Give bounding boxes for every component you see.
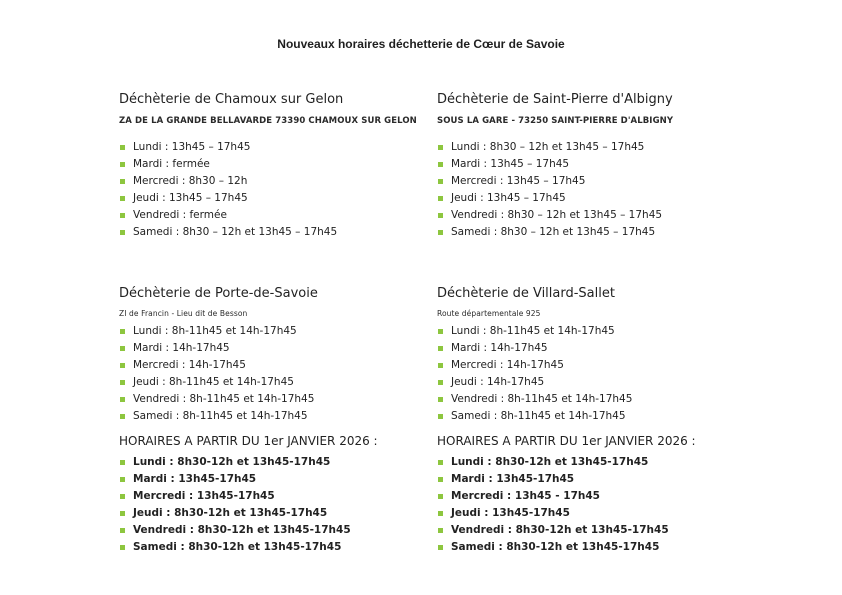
hours-item-mercredi: Mercredi : 13h45 – 17h45 [437,173,737,190]
new-hours-item-mardi: Mardi : 13h45-17h45 [119,471,419,488]
bullet-icon [120,346,125,351]
hours-item-jeudi: Jeudi : 13h45 – 17h45 [437,190,737,207]
section-address: ZI de Francin - Lieu dit de Besson [119,309,248,318]
hours-item-mardi: Mardi : 14h-17h45 [119,340,419,357]
bullet-icon [438,528,443,533]
section-saint-pierre [437,92,737,241]
new-hours-item-vendredi: Vendredi : 8h30-12h et 13h45-17h45 [119,522,419,539]
new-hours-item-lundi: Lundi : 8h30-12h et 13h45-17h45 [119,454,419,471]
hours-item-mardi: Mardi : fermée [119,156,419,173]
hours-item-samedi: Samedi : 8h30 – 12h et 13h45 – 17h45 [119,224,419,241]
section-porte-de-savoie [119,286,419,556]
bullet-icon [438,213,443,218]
bullet-icon [438,545,443,550]
bullet-icon [120,477,125,482]
hours-item-lundi: Lundi : 8h-11h45 et 14h-17h45 [119,323,419,340]
section-address: SOUS LA GARE - 73250 SAINT-PIERRE D'ALBIGNY [437,116,674,126]
bullet-icon [438,329,443,334]
hours-item-mardi: Mardi : 13h45 – 17h45 [437,156,737,173]
hours-item-vendredi: Vendredi : 8h-11h45 et 14h-17h45 [119,391,419,408]
hours-item-jeudi: Jeudi : 13h45 – 17h45 [119,190,419,207]
new-hours-list [437,454,737,556]
hours-item-mercredi: Mercredi : 14h-17h45 [119,357,419,374]
bullet-icon [438,179,443,184]
section-address: Route départementale 925 [437,309,541,318]
new-hours-heading: HORAIRES A PARTIR DU 1er JANVIER 2026 : [119,434,378,448]
hours-list [437,139,737,241]
bullet-icon [438,494,443,499]
hours-item-jeudi: Jeudi : 14h-17h45 [437,374,737,391]
bullet-icon [438,162,443,167]
hours-item-vendredi: Vendredi : fermée [119,207,419,224]
bullet-icon [120,494,125,499]
hours-item-vendredi: Vendredi : 8h-11h45 et 14h-17h45 [437,391,737,408]
section-title: Déchèterie de Saint-Pierre d'Albigny [437,92,673,107]
bullet-icon [438,511,443,516]
new-hours-item-lundi: Lundi : 8h30-12h et 13h45-17h45 [437,454,737,471]
hours-item-jeudi: Jeudi : 8h-11h45 et 14h-17h45 [119,374,419,391]
new-hours-item-mercredi: Mercredi : 13h45-17h45 [119,488,419,505]
hours-item-samedi: Samedi : 8h30 – 12h et 13h45 – 17h45 [437,224,737,241]
bullet-icon [120,528,125,533]
bullet-icon [120,162,125,167]
bullet-icon [120,230,125,235]
bullet-icon [438,363,443,368]
new-hours-item-jeudi: Jeudi : 8h30-12h et 13h45-17h45 [119,505,419,522]
hours-item-samedi: Samedi : 8h-11h45 et 14h-17h45 [119,408,419,425]
bullet-icon [438,230,443,235]
hours-item-mercredi: Mercredi : 14h-17h45 [437,357,737,374]
new-hours-list [119,454,419,556]
bullet-icon [438,196,443,201]
hours-item-mardi: Mardi : 14h-17h45 [437,340,737,357]
hours-list [119,139,419,241]
hours-item-lundi: Lundi : 8h30 – 12h et 13h45 – 17h45 [437,139,737,156]
new-hours-item-mercredi: Mercredi : 13h45 - 17h45 [437,488,737,505]
section-title: Déchèterie de Villard-Sallet [437,286,615,301]
section-chamoux [119,92,419,241]
bullet-icon [120,213,125,218]
bullet-icon [438,346,443,351]
section-title: Déchèterie de Porte-de-Savoie [119,286,318,301]
bullet-icon [120,460,125,465]
hours-item-samedi: Samedi : 8h-11h45 et 14h-17h45 [437,408,737,425]
bullet-icon [438,380,443,385]
section-villard-sallet [437,286,737,556]
hours-list [119,323,419,425]
bullet-icon [120,414,125,419]
bullet-icon [438,460,443,465]
new-hours-heading: HORAIRES A PARTIR DU 1er JANVIER 2026 : [437,434,696,448]
bullet-icon [120,380,125,385]
hours-item-lundi: Lundi : 13h45 – 17h45 [119,139,419,156]
hours-item-mercredi: Mercredi : 8h30 – 12h [119,173,419,190]
hours-item-vendredi: Vendredi : 8h30 – 12h et 13h45 – 17h45 [437,207,737,224]
new-hours-item-vendredi: Vendredi : 8h30-12h et 13h45-17h45 [437,522,737,539]
new-hours-item-samedi: Samedi : 8h30-12h et 13h45-17h45 [437,539,737,556]
new-hours-item-samedi: Samedi : 8h30-12h et 13h45-17h45 [119,539,419,556]
bullet-icon [120,329,125,334]
bullet-icon [120,511,125,516]
page-title: Nouveaux horaires déchetterie de Cœur de Savoie [277,37,565,51]
hours-list [437,323,737,425]
bullet-icon [120,196,125,201]
bullet-icon [120,363,125,368]
new-hours-item-jeudi: Jeudi : 13h45-17h45 [437,505,737,522]
bullet-icon [438,145,443,150]
new-hours-item-mardi: Mardi : 13h45-17h45 [437,471,737,488]
section-title: Déchèterie de Chamoux sur Gelon [119,92,344,107]
bullet-icon [438,477,443,482]
bullet-icon [120,545,125,550]
bullet-icon [120,397,125,402]
bullet-icon [120,145,125,150]
hours-item-lundi: Lundi : 8h-11h45 et 14h-17h45 [437,323,737,340]
section-address: ZA DE LA GRANDE BELLAVARDE 73390 CHAMOUX SUR GELON [119,116,417,126]
bullet-icon [120,179,125,184]
bullet-icon [438,414,443,419]
bullet-icon [438,397,443,402]
